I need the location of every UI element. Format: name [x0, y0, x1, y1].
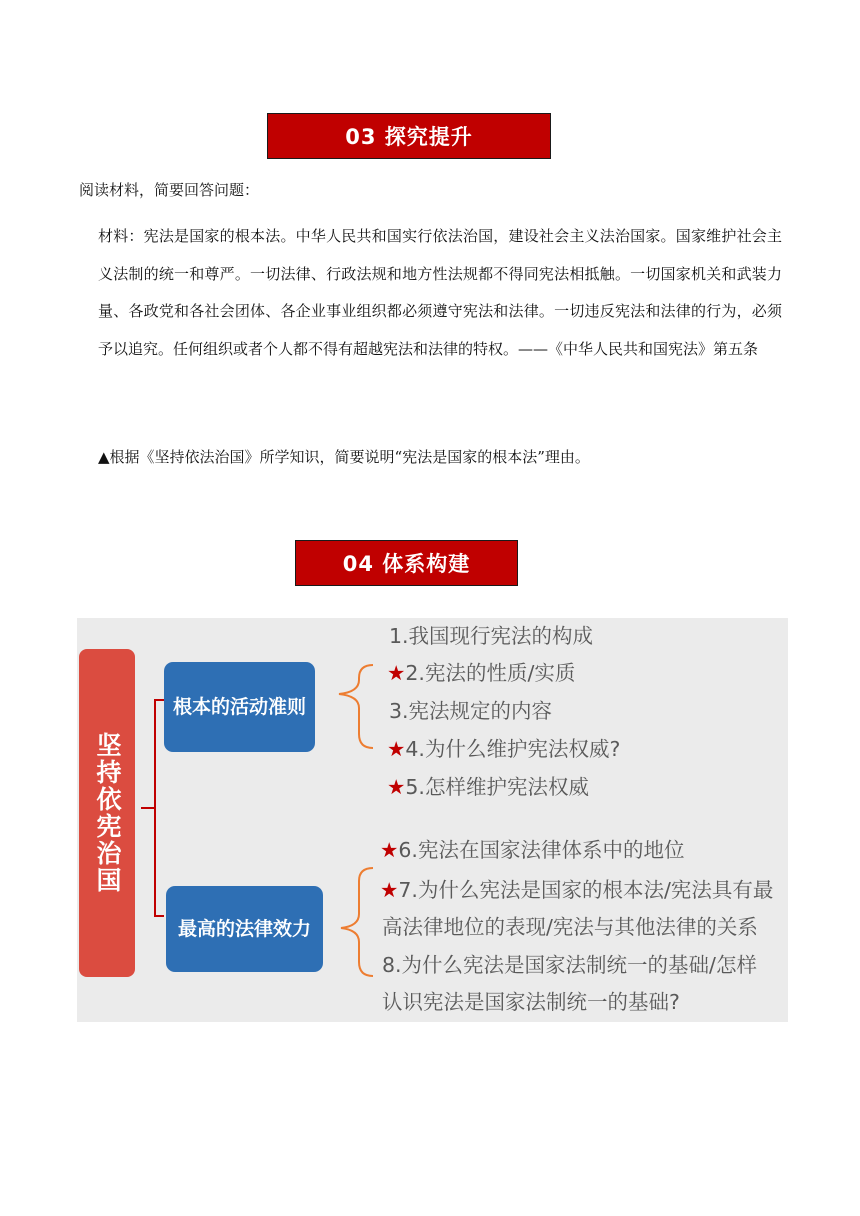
list-item: ★2.宪法的性质/实质: [387, 661, 576, 685]
section-3-header: 03 探究提升: [267, 113, 551, 159]
material-text: 材料：宪法是国家的根本法。中华人民共和国实行依法治国，建设社会主义法治国家。国家维护社会主义法制的统一和尊严。一切法律、行政法规和地方性法规都不得同宪法相抵触。一切国家机关和武装力量、各政党和各社会团体、各企业事业组织都必须遵守宪法和法律。一切违反宪法和法律的行为，必须予以追究。任何组织或者个人都不得有超越宪法和法律的特权。——《中华人民共和国宪法》第五条: [98, 227, 782, 358]
star-icon: ★: [387, 775, 406, 799]
branch-node-supreme-effect: [166, 886, 323, 972]
branch-node-activity-norm: [164, 662, 315, 752]
root-label: 坚持依宪治国: [93, 732, 122, 894]
list-item: ★4.为什么维护宪法权威?: [387, 737, 621, 761]
list-item: 3.宪法规定的内容: [389, 699, 553, 723]
star-icon: ★: [380, 878, 399, 902]
knowledge-map-diagram: [77, 618, 788, 1022]
list-item: 高法律地位的表现/宪法与其他法律的关系: [382, 915, 758, 939]
question-text: ▲根据《坚持依法治国》所学知识，简要说明“宪法是国家的根本法”理由。: [98, 448, 590, 466]
list-item: 认识宪法是国家法制统一的基础?: [382, 990, 680, 1014]
section-4-header: 04 体系构建: [295, 540, 518, 586]
list-item: ★7.为什么宪法是国家的根本法/宪法具有最: [380, 878, 774, 902]
list-item: ★6.宪法在国家法律体系中的地位: [380, 838, 685, 862]
list-item: 1.我国现行宪法的构成: [389, 624, 594, 648]
root-node: [79, 649, 135, 977]
branch-label: 根本的活动准则: [172, 696, 306, 718]
star-icon: ★: [380, 838, 399, 862]
branch-label: 最高的法律效力: [177, 918, 311, 940]
list-item: 8.为什么宪法是国家法制统一的基础/怎样: [382, 953, 757, 977]
list-item: ★5.怎样维护宪法权威: [387, 775, 589, 799]
question-prompt: 阅读材料，简要回答问题：: [79, 181, 260, 199]
star-icon: ★: [387, 661, 406, 685]
star-icon: ★: [387, 737, 406, 761]
